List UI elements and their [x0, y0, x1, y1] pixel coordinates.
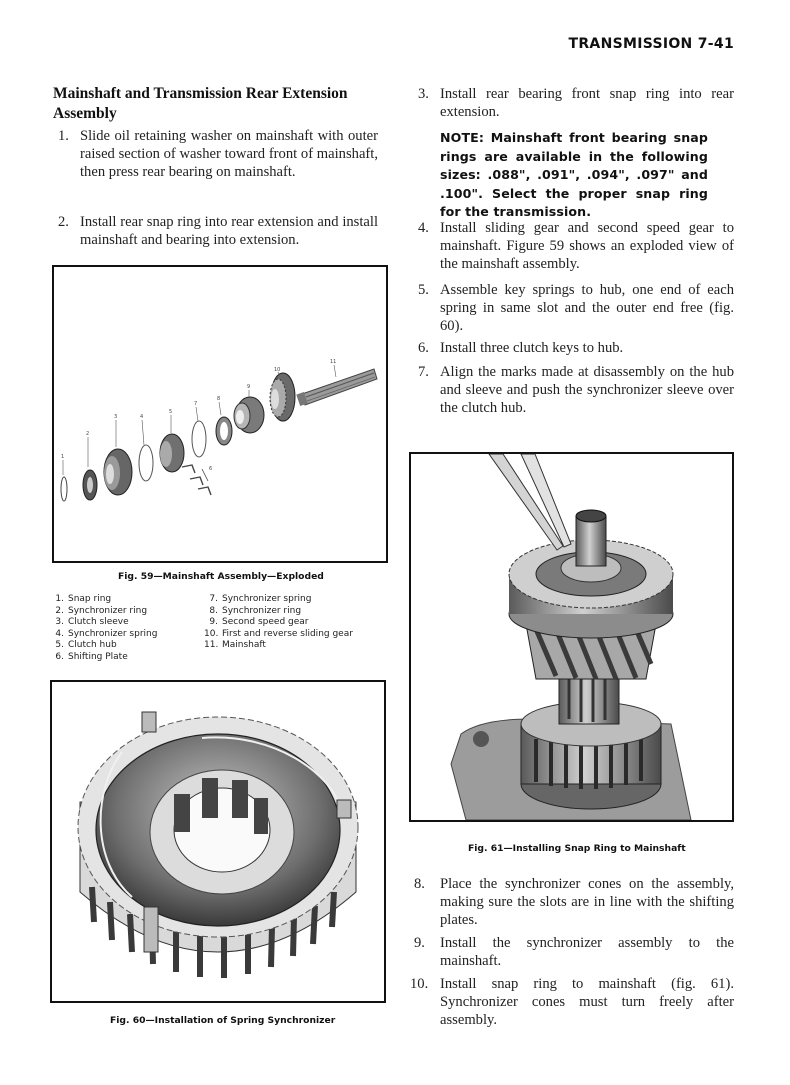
- figure-59-legend-col-1: [50, 594, 157, 664]
- legend-item: 8. Synchronizer ring: [209, 605, 302, 616]
- clutch-hub-part: [160, 434, 184, 472]
- step-number: 9.: [414, 935, 425, 951]
- legend-item: 10. First and reverse sliding gear: [204, 628, 353, 639]
- callout-7: 7: [194, 401, 198, 407]
- figure-59-exploded-mainshaft: [52, 265, 388, 563]
- callout-2: 2: [86, 431, 90, 437]
- step-text: Install snap ring to mainshaft (fig. 61). Synchronizer cones must turn freely after assembly.: [440, 976, 734, 1028]
- step-4: [418, 220, 734, 273]
- step-text: Install three clutch keys to hub.: [440, 340, 624, 356]
- clutch-sleeve-part: [104, 449, 132, 495]
- mainshaft-part: [296, 369, 377, 406]
- step-text: Install sliding gear and second speed gear to mainshaft. Figure 59 shows an exploded view of the mainshaft assembly.: [440, 220, 734, 272]
- step-3: [418, 86, 734, 122]
- base-hole: [473, 731, 489, 747]
- step-1: [58, 128, 378, 181]
- step-number: 8.: [414, 876, 425, 892]
- snap-ring-installation-photo: [411, 454, 732, 820]
- figure-59-caption: Fig. 59—Mainshaft Assembly—Exploded: [118, 571, 324, 582]
- snap-ring-sizes-note: NOTE: Mainshaft front bearing snap rings are available in the following sizes: .088", .091", .094", .097" and .100". Select the proper snap ring for the transmission.: [440, 130, 708, 220]
- callout-8: 8: [217, 396, 221, 402]
- step-number: 4.: [418, 220, 429, 236]
- second-speed-gear-part: [234, 397, 264, 433]
- legend-item: 11. Mainshaft: [204, 640, 266, 651]
- page-header: [569, 36, 735, 52]
- legend-item: 1. Snap ring: [55, 594, 112, 604]
- mainshaft-end: [576, 516, 606, 566]
- synchronizer-hub-illustration: [52, 682, 384, 1001]
- synchronizer-ring-8-part: [216, 417, 232, 445]
- step-number: 3.: [418, 86, 429, 102]
- callout-11: 11: [330, 359, 337, 365]
- callout-4: 4: [140, 414, 144, 420]
- step-text: Slide oil retaining washer on mainshaft with outer raised section of washer toward front of mainshaft, then press rear bearing on mainshaft.: [80, 128, 378, 180]
- synchronizer-spring-4-part: [139, 445, 153, 481]
- legend-item: 5. Clutch hub: [55, 640, 117, 651]
- step-number: 2.: [58, 214, 69, 230]
- step-7: [418, 364, 734, 417]
- callout-1: 1: [61, 454, 65, 460]
- figure-61-caption: Fig. 61—Installing Snap Ring to Mainshaft: [468, 843, 686, 854]
- callout-10: 10: [274, 367, 281, 373]
- snap-ring-pliers: [489, 454, 571, 550]
- synchronizer-ring-2-part: [83, 470, 97, 500]
- header-page-number: 7-41: [697, 36, 734, 52]
- step-number: 7.: [418, 364, 429, 380]
- step-number: 5.: [418, 282, 429, 298]
- first-reverse-gear-part: [270, 373, 295, 421]
- step-number: 6.: [418, 340, 429, 356]
- shifting-plates-part: [182, 465, 211, 495]
- callout-5: 5: [169, 409, 173, 415]
- legend-item: 6. Shifting Plate: [55, 651, 128, 662]
- legend-item: 4. Synchronizer spring: [55, 628, 158, 639]
- step-text: Install rear bearing front snap ring into rear extension.: [440, 86, 734, 120]
- step-text: Place the synchronizer cones on the assembly, making sure the slots are in line with the shifting plates.: [440, 876, 734, 928]
- callout-leaders: [63, 365, 336, 475]
- synchronizer-spring-7-part: [192, 421, 206, 457]
- step-5: [418, 282, 734, 335]
- step-9: [414, 935, 734, 971]
- shifting-plate-key: [144, 907, 158, 952]
- shifting-plate-key: [142, 712, 156, 732]
- figure-60-spring-synchronizer: [50, 680, 386, 1003]
- step-number: 1.: [58, 128, 69, 144]
- callout-9: 9: [247, 384, 251, 390]
- step-number: 10.: [410, 976, 429, 992]
- exploded-assembly-illustration: [54, 267, 386, 561]
- section-heading: Mainshaft and Transmission Rear Extension Assembly: [53, 85, 348, 122]
- step-text: Align the marks made at disassembly on the hub and sleeve and push the synchronizer sleeve over the clutch hub.: [440, 364, 734, 416]
- legend-item: 7. Synchronizer spring: [209, 594, 312, 604]
- step-text: Install rear snap ring into rear extension and install mainshaft and bearing into extension.: [80, 214, 378, 248]
- step-6: [418, 340, 734, 358]
- step-text: Assemble key springs to hub, one end of each spring in same slot and the outer end free (fig. 60).: [440, 282, 734, 334]
- figure-61-installing-snap-ring: [409, 452, 734, 822]
- header-section: TRANSMISSION: [568, 36, 693, 52]
- snap-ring-part: [61, 477, 67, 501]
- step-8: [414, 876, 734, 929]
- mainshaft-bore: [576, 510, 606, 522]
- callout-labels: [61, 359, 336, 472]
- callout-6: 6: [209, 466, 213, 472]
- shifting-plate-key: [337, 800, 351, 818]
- legend-item: 3. Clutch sleeve: [55, 617, 129, 628]
- step-2: [58, 214, 378, 250]
- step-text: Install the synchronizer assembly to the mainshaft.: [440, 935, 734, 969]
- callout-3: 3: [114, 414, 118, 420]
- legend-item: 9. Second speed gear: [209, 617, 309, 628]
- legend-item: 2. Synchronizer ring: [55, 605, 148, 616]
- figure-59-legend-col-2: [204, 594, 353, 652]
- figure-60-caption: Fig. 60—Installation of Spring Synchronizer: [110, 1015, 336, 1026]
- step-10: [410, 976, 734, 1029]
